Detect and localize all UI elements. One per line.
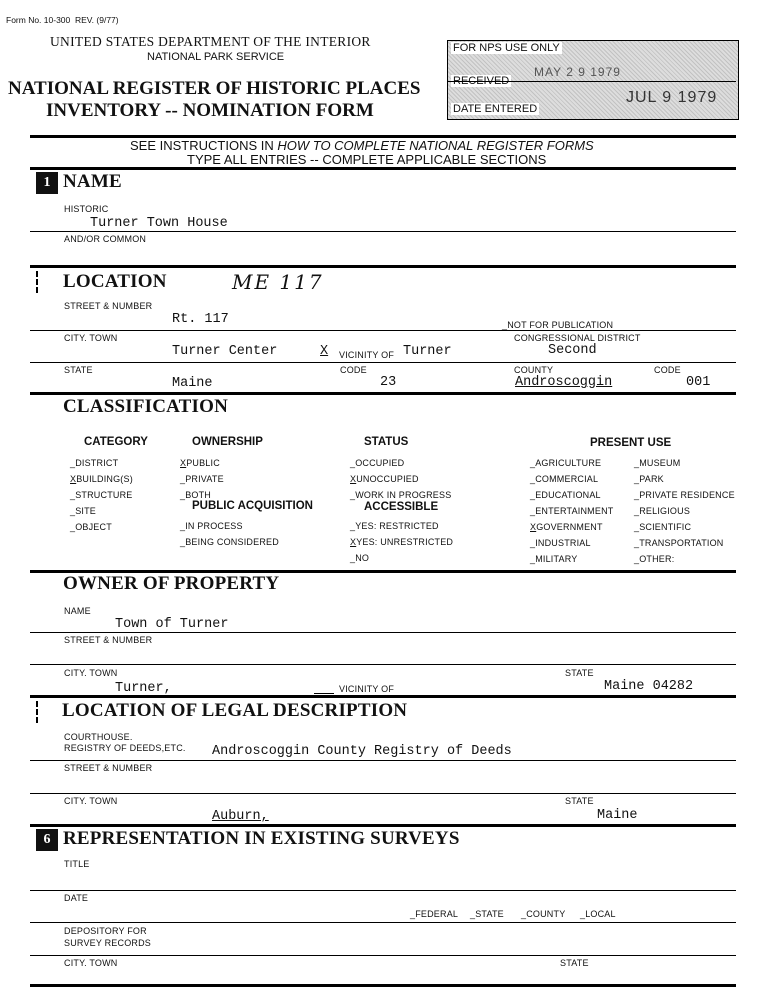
accessible-no[interactable]: _NO	[350, 553, 370, 563]
legal-city-field[interactable]: Auburn,	[212, 809, 269, 824]
survey-date-label: DATE	[64, 893, 89, 903]
ownership-options	[180, 455, 224, 503]
use-entertainment[interactable]: _ENTERTAINMENT	[530, 506, 614, 516]
survey-state-option[interactable]: _STATE	[470, 909, 504, 919]
form-title-line2: INVENTORY -- NOMINATION FORM	[46, 100, 374, 121]
category-heading: CATEGORY	[84, 436, 148, 448]
section-title-name: NAME	[63, 171, 122, 192]
state-field[interactable]: Maine	[172, 376, 213, 391]
owner-state-field[interactable]: Maine 04282	[604, 679, 694, 694]
use-government[interactable]: XGOVERNMENT	[530, 522, 603, 532]
present-use-heading: PRESENT USE	[590, 437, 672, 449]
county-code-label: CODE	[654, 365, 681, 375]
section-title-surveys: REPRESENTATION IN EXISTING SURVEYS	[63, 828, 460, 849]
instructions-line2: TYPE ALL ENTRIES -- COMPLETE APPLICABLE SECTIONS	[187, 152, 547, 167]
city-town-field[interactable]: Turner Center	[172, 344, 278, 359]
common-name-label: AND/OR COMMON	[64, 234, 147, 244]
date-entered-stamp: JUL 9 1979	[626, 89, 718, 106]
historic-name-field[interactable]: Turner Town House	[90, 216, 228, 231]
ownership-both[interactable]: _BOTH	[180, 490, 212, 500]
county-field[interactable]: Androscoggin	[515, 375, 613, 390]
public-acquisition-heading: PUBLIC ACQUISITION	[192, 500, 313, 512]
handwritten-reference: ME 117	[232, 270, 324, 294]
date-entered-label: DATE ENTERED	[453, 103, 538, 115]
section-title-location: LOCATION	[63, 271, 167, 292]
registry-field[interactable]: Androscoggin County Registry of Deeds	[212, 744, 512, 759]
status-work-in-progress[interactable]: _WORK IN PROGRESS	[350, 490, 452, 500]
received-stamp: MAY 2 9 1979	[534, 65, 621, 79]
legal-city-label: CITY. TOWN	[64, 796, 118, 806]
congressional-district-label: CONGRESSIONAL DISTRICT	[514, 333, 641, 343]
accessible-unrestricted[interactable]: XYES: UNRESTRICTED	[350, 537, 454, 547]
survey-local-option[interactable]: _LOCAL	[580, 909, 616, 919]
survey-county-option[interactable]: _COUNTY	[521, 909, 566, 919]
status-unoccupied[interactable]: XUNOCCUPIED	[350, 474, 419, 484]
use-religious[interactable]: _RELIGIOUS	[634, 506, 691, 516]
present-use-column-2	[634, 455, 735, 567]
use-park[interactable]: _PARK	[634, 474, 664, 484]
street-number-label: STREET & NUMBER	[64, 301, 153, 311]
congressional-district-field[interactable]: Second	[548, 343, 597, 358]
category-buildings[interactable]: XBUILDING(S)	[70, 474, 133, 484]
owner-name-field[interactable]: Town of Turner	[115, 617, 229, 632]
state-label: STATE	[64, 365, 93, 375]
not-for-publication-option[interactable]: _NOT FOR PUBLICATION	[502, 320, 614, 330]
category-options	[70, 455, 133, 535]
street-number-field[interactable]: Rt. 117	[172, 312, 229, 327]
status-occupied[interactable]: _OCCUPIED	[350, 458, 405, 468]
legal-state-label: STATE	[565, 796, 594, 806]
use-educational[interactable]: _EDUCATIONAL	[530, 490, 601, 500]
ownership-private[interactable]: _PRIVATE	[180, 474, 224, 484]
received-label: RECEIVED	[453, 75, 510, 87]
use-military[interactable]: _MILITARY	[530, 554, 578, 564]
historic-label: HISTORIC	[64, 204, 109, 214]
status-options	[350, 455, 451, 503]
category-structure[interactable]: _STRUCTURE	[70, 490, 133, 500]
acquisition-options	[180, 518, 279, 550]
owner-street-label: STREET & NUMBER	[64, 635, 153, 645]
service-name: NATIONAL PARK SERVICE	[147, 51, 285, 63]
section-number-badge: 1	[36, 172, 58, 194]
form-title-line1: NATIONAL REGISTER OF HISTORIC PLACES	[8, 78, 421, 99]
section-title-owner: OWNER OF PROPERTY	[63, 573, 280, 594]
nps-box-label: FOR NPS USE ONLY	[453, 42, 560, 54]
acquisition-being-considered[interactable]: _BEING CONSIDERED	[180, 537, 279, 547]
survey-state-label: STATE	[560, 958, 589, 968]
use-private-residence[interactable]: _PRIVATE RESIDENCE	[634, 490, 735, 500]
use-other[interactable]: _OTHER:	[634, 554, 675, 564]
vicinity-field[interactable]: Turner	[403, 344, 452, 359]
department-name: UNITED STATES DEPARTMENT OF THE INTERIOR	[50, 34, 371, 49]
ownership-public[interactable]: XPUBLIC	[180, 458, 220, 468]
courthouse-label: COURTHOUSE.	[64, 732, 133, 742]
nps-use-only-box	[447, 40, 739, 120]
owner-state-label: STATE	[565, 668, 594, 678]
legal-state-field[interactable]: Maine	[597, 808, 638, 823]
status-heading: STATUS	[364, 436, 409, 448]
section-title-classification: CLASSIFICATION	[63, 396, 229, 417]
section-margin-mark	[36, 701, 40, 723]
survey-city-label: CITY. TOWN	[64, 958, 118, 968]
survey-title-label: TITLE	[64, 859, 90, 869]
present-use-column-1	[530, 455, 613, 567]
form-number: Form No. 10-300 REV. (9/77)	[6, 15, 119, 25]
city-town-label: CITY. TOWN	[64, 333, 118, 343]
legal-street-label: STREET & NUMBER	[64, 763, 153, 773]
owner-city-field[interactable]: Turner,	[115, 681, 172, 696]
depository-label-2: SURVEY RECORDS	[64, 938, 151, 948]
use-scientific[interactable]: _SCIENTIFIC	[634, 522, 692, 532]
use-museum[interactable]: _MUSEUM	[634, 458, 681, 468]
ownership-heading: OWNERSHIP	[192, 436, 263, 448]
use-industrial[interactable]: _INDUSTRIAL	[530, 538, 591, 548]
accessible-restricted[interactable]: _YES: RESTRICTED	[350, 521, 439, 531]
category-object[interactable]: _OBJECT	[70, 522, 112, 532]
use-agriculture[interactable]: _AGRICULTURE	[530, 458, 602, 468]
section-number-badge: 6	[36, 829, 58, 851]
section-margin-mark	[36, 271, 40, 293]
accessible-options	[350, 518, 453, 566]
section-title-legal-description: LOCATION OF LEGAL DESCRIPTION	[62, 700, 408, 721]
instructions-line1: SEE INSTRUCTIONS IN HOW TO COMPLETE NATIONAL REGISTER FORMS	[130, 138, 594, 153]
acquisition-in-process[interactable]: _IN PROCESS	[180, 521, 243, 531]
owner-vicinity-label: VICINITY OF	[339, 684, 395, 694]
registry-label: REGISTRY OF DEEDS,ETC.	[64, 743, 186, 753]
code-label: CODE	[340, 365, 367, 375]
use-commercial[interactable]: _COMMERCIAL	[530, 474, 599, 484]
vicinity-checkbox[interactable]: X	[320, 344, 329, 359]
category-site[interactable]: _SITE	[70, 506, 97, 516]
accessible-heading: ACCESSIBLE	[364, 501, 439, 513]
use-transportation[interactable]: _TRANSPORTATION	[634, 538, 724, 548]
survey-federal-option[interactable]: _FEDERAL	[410, 909, 459, 919]
state-code-field[interactable]: 23	[380, 375, 397, 390]
owner-city-label: CITY. TOWN	[64, 668, 118, 678]
county-code-field[interactable]: 001	[686, 375, 711, 390]
owner-name-label: NAME	[64, 606, 91, 616]
category-district[interactable]: _DISTRICT	[70, 458, 119, 468]
vicinity-of-label: VICINITY OF	[339, 350, 395, 360]
depository-label-1: DEPOSITORY FOR	[64, 926, 147, 936]
county-label: COUNTY	[514, 365, 554, 375]
